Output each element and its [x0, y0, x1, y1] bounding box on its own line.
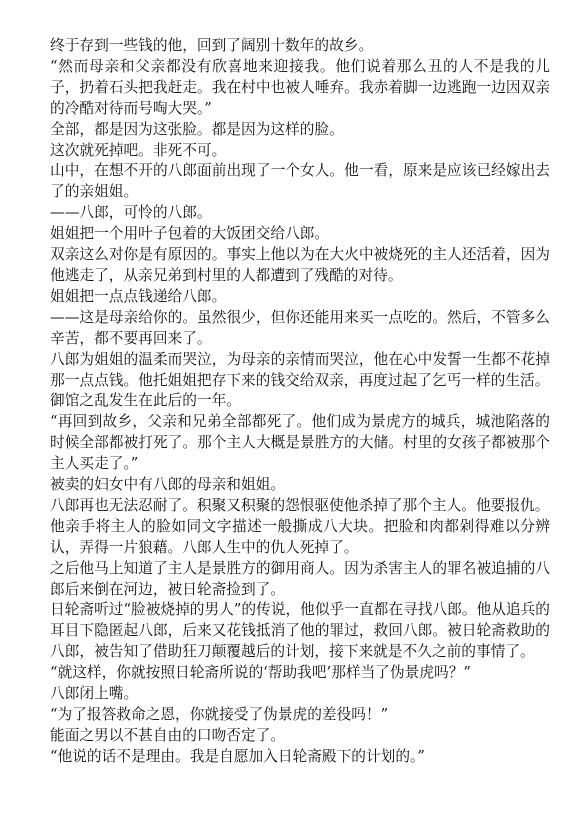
paragraph: 这次就死掉吧。非死不可。: [50, 141, 227, 159]
paragraph: 八郎再也无法忍耐了。积聚又积聚的怨恨驱使他杀掉了那个主人。他要报仇。: [50, 496, 550, 514]
paragraph: 终于存到一些钱的他，回到了阔别十数年的故乡。: [50, 37, 374, 54]
paragraph: “就这样，你就按照日轮斋所说的‘帮助我吧’那样当了伪景虎吗？”: [50, 664, 471, 682]
paragraph: 姐姐把一点点钱递给八郎。: [50, 287, 227, 305]
paragraph: 双亲这么对你是有原因的。事实上他以为在大火中被烧死的主人还活着，因为他逃走了，从亲兄弟到村里的人都遭到了残酷的对待。: [50, 246, 550, 284]
paragraph: 能面之男以不甚自由的口吻否定了。: [50, 726, 286, 744]
paragraph: 姐姐把一个用叶子包着的大饭团交给八郎。: [50, 225, 330, 243]
novel-page: [50, 36, 550, 768]
paragraph: 御馆之乱发生在此后的一年。: [50, 392, 241, 410]
paragraph: ——这是母亲给你的。虽然很少，但你还能用来买一点吃的。然后，不管多么辛苦，都不要再回来了。: [50, 308, 550, 347]
paragraph: “再回到故乡，父亲和兄弟全部都死了。他们成为景虎方的城兵，城池陷落的时候全部都被打死了。那个主人大概是景胜方的大储。村里的女孩子都被那个主人买走了。”: [50, 413, 550, 473]
paragraph: 八郎闭上嘴。: [50, 685, 139, 703]
paragraph: 日轮斋听过“脸被烧掉的男人”的传说，他似乎一直都在寻找八郎。他从追兵的耳目下隐匿起八郎，后来又花钱抵消了他的罪过，救回八郎。被日轮斋救助的八郎，被告知了借助狂刀颠覆越后的计划，接下来就是不久之前的事情了。: [50, 601, 550, 661]
paragraph: 他亲手将主人的脸如同文字描述一般撕成八大块。把脸和肉都剁得难以分辨认，弄得一片狼藉。八郎人生中的仇人死掉了。: [50, 517, 550, 556]
paragraph: 全部，都是因为这张脸。都是因为这样的脸。: [50, 120, 344, 138]
paragraph: 被卖的妇女中有八郎的母亲和姐姐。: [50, 476, 286, 494]
paragraph: “然而母亲和父亲都没有欣喜地来迎接我。他们说着那么丑的人不是我的儿子，扔着石头把我赶走。我在村中也被人唾弃。我赤着脚一边逃跑一边因双亲的冷酷对待而号啕大哭。”: [50, 57, 550, 117]
paragraph: 山中，在想不开的八郎面前出现了一个女人。他一看，原来是应该已经嫁出去了的亲姐姐。: [50, 162, 550, 201]
paragraph: ——八郎，可怜的八郎。: [50, 204, 212, 222]
paragraph: “为了报答救命之恩，你就接受了伪景虎的差役吗！”: [50, 706, 389, 723]
paragraph: 之后他马上知道了主人是景胜方的御用商人。因为杀害主人的罪名被追捕的八郎后来倒在河边，被日轮斋捡到了。: [50, 559, 550, 598]
paragraph: “他说的话不是理由。我是自愿加入日轮斋殿下的计划的。”: [50, 747, 425, 765]
paragraph: 八郎为姐姐的温柔而哭泣，为母亲的亲情而哭泣，他在心中发誓一生都不花掉那一点点钱。他托姐姐把存下来的钱交给双亲，再度过起了乞丐一样的生活。: [50, 350, 550, 389]
